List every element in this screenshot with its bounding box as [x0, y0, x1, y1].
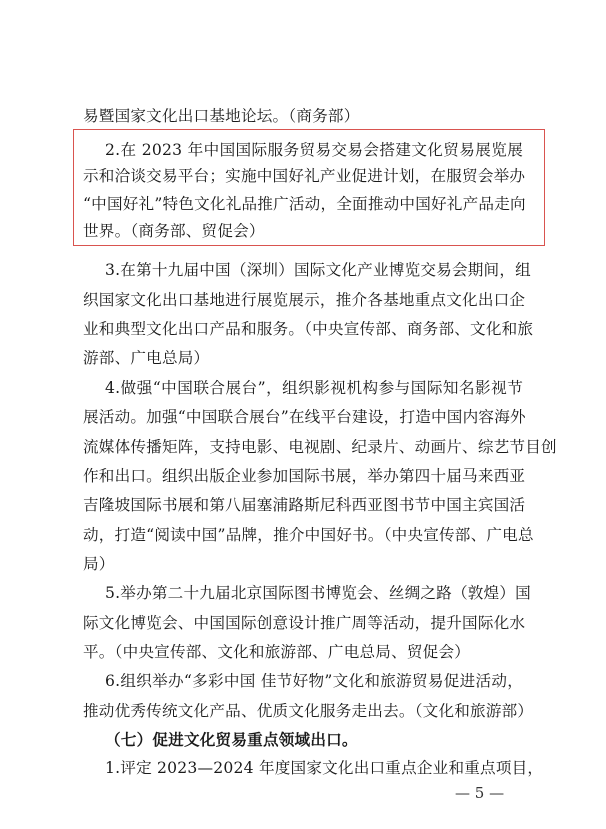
text-line: 游部、广电总局） — [83, 349, 210, 367]
text-line: 1.评定 2023—2024 年度国家文化出口重点企业和重点项目， — [105, 759, 544, 777]
text-line: 业和典型文化出口产品和服务。（中央宣传部、商务部、文化和旅 — [83, 320, 534, 338]
text-line: 2.在 2023 年中国国际服务贸易交易会搭建文化贸易展览展 — [105, 141, 523, 159]
text-line: 作和出口。组织出版企业参加国际书展，举办第四十届马来西亚 — [83, 467, 526, 485]
text-line: 展活动。加强“中国联合展台”在线平台建设，打造中国内容海外 — [83, 408, 526, 426]
text-line: 示和洽谈交易平台；实施中国好礼产业促进计划，在服贸会举办 — [83, 167, 526, 185]
text-line: “中国好礼”特色文化礼品推广活动，全面推动中国好礼产品走向 — [83, 195, 526, 213]
text-line: 世界。（商务部、贸促会） — [83, 222, 265, 240]
text-line: 易暨国家文化出口基地论坛。（商务部） — [83, 107, 360, 125]
page-number: — 5 — — [455, 784, 505, 802]
text-line: 推动优秀传统文化产品、优质文化服务走出去。（文化和旅游部） — [83, 702, 534, 720]
text-line: 流媒体传播矩阵，支持电影、电视剧、纪录片、动画片、综艺节目创 — [83, 438, 557, 456]
text-line: 局） — [83, 555, 115, 573]
text-line: 动，打造“阅读中国”品牌，推介中国好书。（中央宣传部、广电总 — [83, 526, 534, 544]
text-line: 平。（中央宣传部、文化和旅游部、广电总局、贸促会） — [83, 643, 471, 661]
text-line: 际文化博览会、中国国际创意设计推广周等活动，提升国际化水 — [83, 614, 526, 632]
text-line: 5.举办第二十九届北京国际图书博览会、丝绸之路（敦煌）国 — [105, 584, 531, 602]
text-line: 6.组织举办“多彩中国 佳节好物”文化和旅游贸易促进活动， — [105, 672, 523, 690]
text-line: 3.在第十九届中国（深圳）国际文化产业博览交易会期间，组 — [105, 261, 531, 279]
text-line: 吉隆坡国际书展和第八届塞浦路斯尼科西亚图书节中国主宾国活 — [83, 496, 526, 514]
text-line: 织国家文化出口基地进行展览展示，推介各基地重点文化出口企 — [83, 291, 526, 309]
text-line: 4.做强“中国联合展台”，组织影视机构参与国际知名影视节 — [105, 379, 523, 397]
section-heading: （七）促进文化贸易重点领域出口。 — [105, 730, 358, 749]
